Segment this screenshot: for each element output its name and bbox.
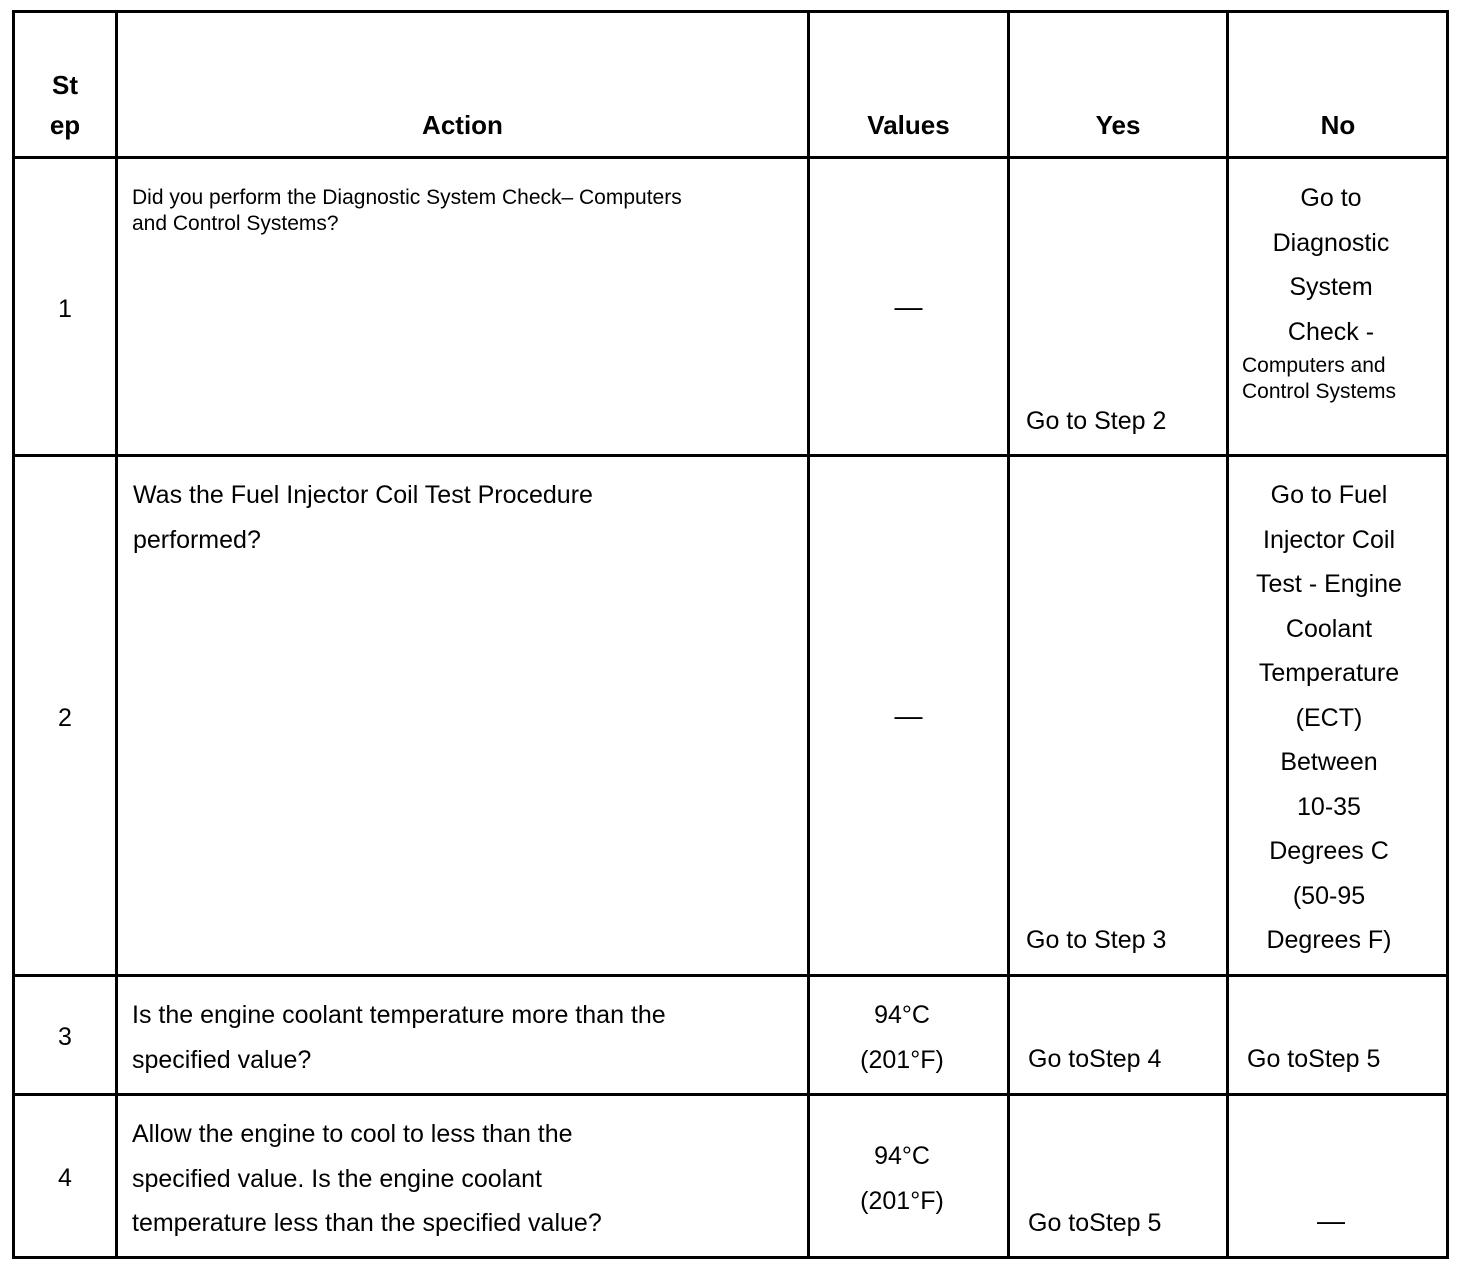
no-link[interactable] — [1229, 176, 1433, 354]
no-line: Diagnostic — [1272, 228, 1390, 257]
action-line: Allow the engine to cool to less than the — [132, 1120, 573, 1148]
header-step-line: ep — [49, 110, 81, 140]
no-line: Check - — [1287, 317, 1375, 346]
action-text — [133, 473, 593, 562]
column-divider — [1007, 13, 1010, 1256]
header-step-line: St — [52, 70, 78, 100]
no-line: Between — [1280, 748, 1378, 776]
action-line: temperature less than the specified value? — [132, 1209, 602, 1237]
no-line: Injector Coil — [1263, 525, 1395, 554]
yes-link[interactable]: Go toStep 4 — [1028, 1045, 1162, 1073]
no-line: (ECT) — [1295, 703, 1363, 732]
no-line: Coolant — [1285, 614, 1373, 643]
action-line: specified value. Is the engine coolant — [132, 1164, 542, 1193]
action-text — [132, 993, 666, 1082]
header-action: Action — [422, 110, 503, 140]
value-line: (201°F) — [860, 1186, 944, 1215]
no-text: — — [1317, 1205, 1345, 1236]
value-text: — — [894, 291, 923, 322]
value-text: — — [894, 700, 923, 731]
row-divider — [15, 156, 1446, 159]
header-yes: Yes — [1095, 110, 1141, 140]
no-line: Control Systems — [1242, 380, 1397, 403]
yes-link[interactable]: Go to Step 2 — [1026, 407, 1167, 435]
action-text — [132, 1112, 602, 1246]
step-number: 4 — [58, 1164, 72, 1192]
action-line: performed? — [133, 525, 261, 554]
row-divider — [15, 454, 1446, 457]
value-line: (201°F) — [860, 1045, 944, 1074]
no-line: Test - Engine — [1256, 570, 1402, 598]
diagnostic-table — [12, 10, 1449, 1259]
action-line: and Control Systems? — [132, 212, 339, 235]
action-line: Is the engine coolant temperature more than the — [132, 1001, 666, 1029]
value-line: 94°C — [874, 1142, 930, 1170]
action-line: Was the Fuel Injector Coil Test Procedure — [133, 481, 593, 509]
action-line: Did you perform the Diagnostic System Check– Computers — [132, 186, 682, 209]
yes-link[interactable]: Go toStep 5 — [1028, 1209, 1162, 1237]
no-line: Temperature — [1258, 659, 1400, 687]
column-divider — [115, 13, 118, 1256]
no-line: Go to — [1300, 184, 1362, 212]
no-link[interactable]: Go toStep 5 — [1247, 1045, 1381, 1073]
value-text — [810, 1134, 994, 1223]
no-line: (50-95 — [1292, 881, 1366, 910]
no-link-continued[interactable] — [1242, 353, 1396, 405]
no-line: System — [1289, 273, 1373, 301]
no-line: Degrees C — [1269, 837, 1389, 865]
action-line: specified value? — [132, 1045, 312, 1074]
no-link[interactable] — [1229, 473, 1429, 963]
no-line: Go to Fuel — [1270, 481, 1388, 509]
action-text — [132, 185, 682, 237]
no-line: Degrees F) — [1266, 926, 1392, 954]
header-values: Values — [867, 110, 950, 140]
step-number: 2 — [58, 704, 72, 732]
step-number: 3 — [58, 1023, 72, 1051]
no-line: Computers and — [1242, 354, 1386, 377]
header-step — [15, 65, 115, 145]
no-line: 10-35 — [1297, 792, 1361, 821]
row-divider — [15, 1093, 1446, 1096]
row-divider — [15, 974, 1446, 977]
value-text — [810, 993, 994, 1082]
header-no: No — [1320, 110, 1356, 140]
step-number: 1 — [58, 295, 72, 323]
value-line: 94°C — [874, 1001, 930, 1029]
yes-link[interactable]: Go to Step 3 — [1026, 926, 1167, 954]
